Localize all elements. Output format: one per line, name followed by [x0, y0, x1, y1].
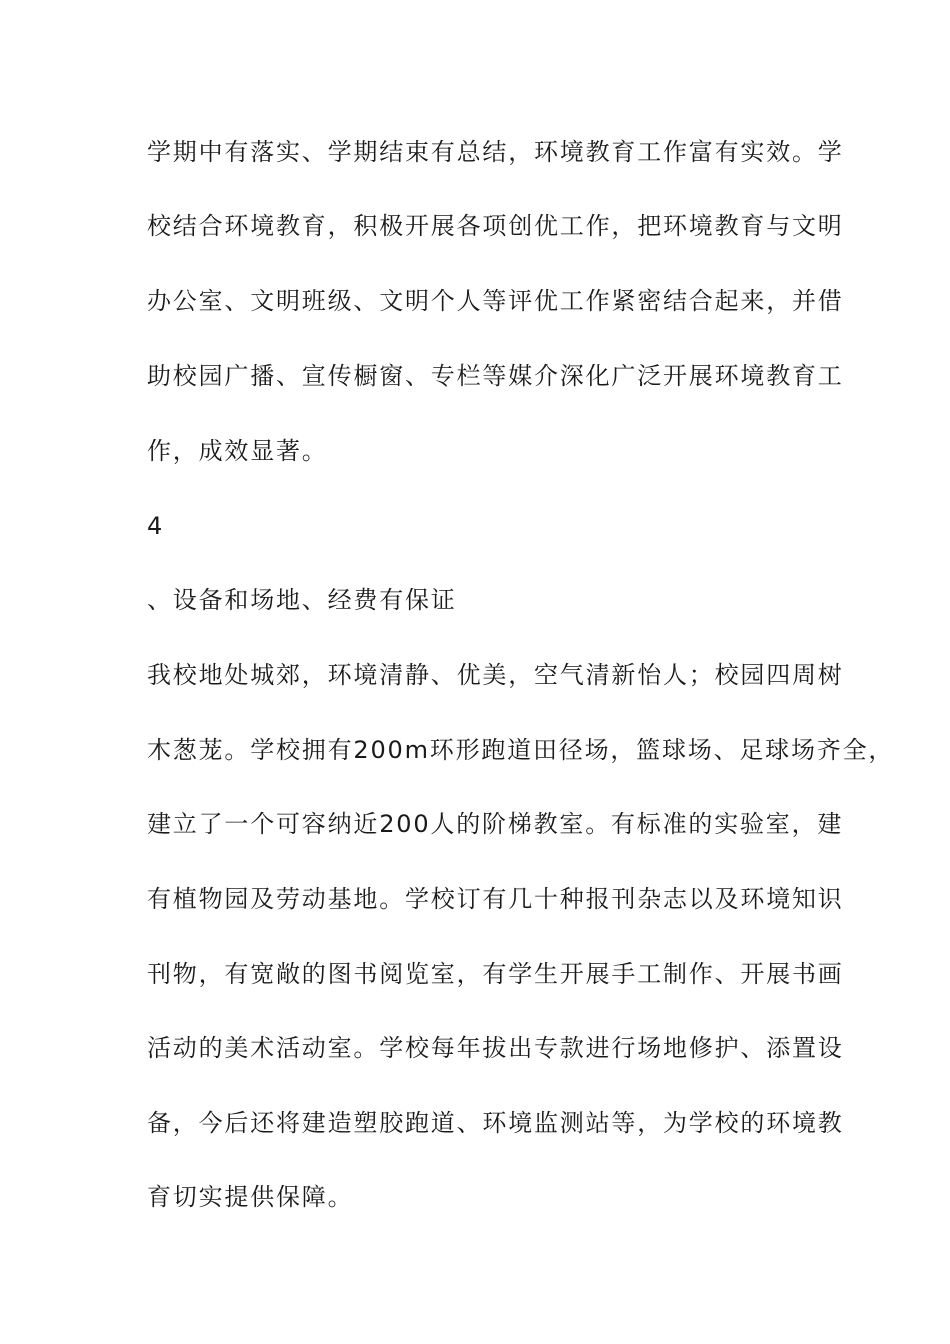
section-heading: 、设备和场地、经费有保证: [147, 586, 457, 614]
paragraph-line: 备，今后还将建造塑胶跑道、环境监测站等，为学校的环境教: [147, 1109, 844, 1137]
paragraph-line: 刊物，有宽敞的图书阅览室，有学生开展手工制作、开展书画: [147, 960, 844, 988]
paragraph-line: 助校园广播、宣传橱窗、专栏等媒介深化广泛开展环境教育工: [147, 362, 844, 390]
paragraph-line: 有植物园及劳动基地。学校订有几十种报刊杂志以及环境知识: [147, 885, 844, 913]
paragraph-line: 我校地处城郊，环境清静、优美，空气清新怡人；校园四周树: [147, 661, 844, 689]
paragraph-line: 校结合环境教育，积极开展各项创优工作，把环境教育与文明: [147, 212, 844, 240]
paragraph-line: 建立了一个可容纳近200人的阶梯教室。有标准的实验室，建: [147, 810, 844, 838]
paragraph-line: 木葱茏。学校拥有200m环形跑道田径场，篮球场、足球场齐全，: [147, 736, 895, 764]
paragraph-line: 活动的美术活动室。学校每年拔出专款进行场地修护、添置设: [147, 1034, 844, 1062]
paragraph-line: 育切实提供保障。: [147, 1183, 354, 1211]
paragraph-line: 办公室、文明班级、文明个人等评优工作紧密结合起来，并借: [147, 287, 844, 315]
paragraph-line: 作，成效显著。: [147, 437, 328, 465]
paragraph-line: 学期中有落实、学期结束有总结，环境教育工作富有实效。学: [147, 138, 844, 166]
section-number: 4: [147, 512, 165, 540]
